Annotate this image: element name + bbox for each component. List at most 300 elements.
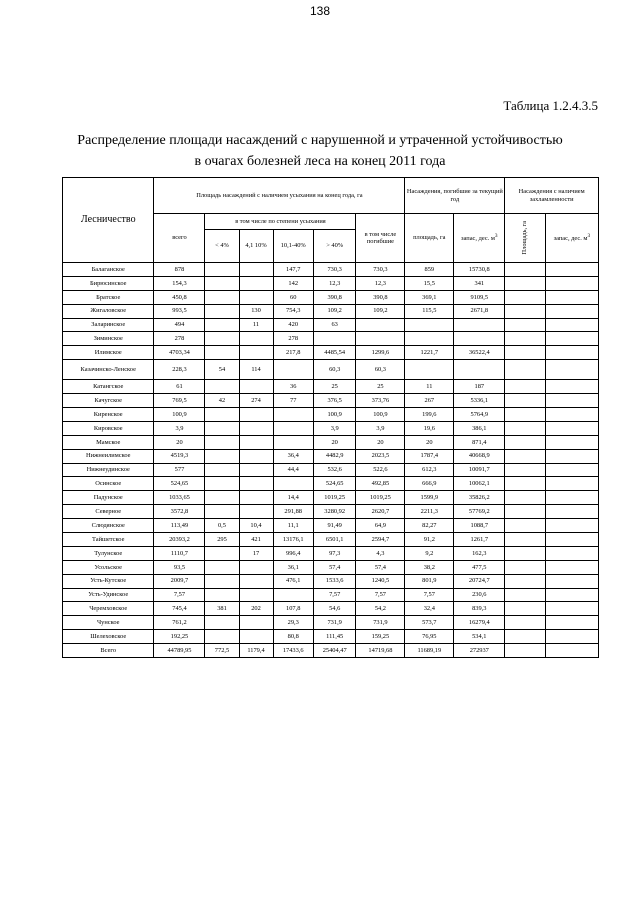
cell-c10: [545, 408, 598, 422]
cell-c5: 91,49: [313, 519, 356, 533]
cell-c2: [205, 380, 239, 394]
cell-c10: [545, 602, 598, 616]
cell-c8: [454, 360, 505, 380]
cell-c8: 477,5: [454, 560, 505, 574]
cell-c7: 7,57: [405, 588, 454, 602]
table-header: [63, 178, 599, 263]
cell-c6: 64,9: [356, 519, 405, 533]
cell-forestry-name: Черемховское: [63, 602, 154, 616]
cell-c10: [545, 421, 598, 435]
cell-c10: [545, 477, 598, 491]
cell-c2: [205, 491, 239, 505]
cell-c3: [239, 574, 273, 588]
cell-c4: 754,3: [273, 304, 313, 318]
cell-c2: 772,5: [205, 644, 239, 658]
title-line-1: Распределение площади насаждений с нарушенной и утраченной устойчивостью: [77, 133, 563, 148]
cell-c8: 5764,9: [454, 408, 505, 422]
cell-c10: [545, 332, 598, 346]
cell-c7: 91,2: [405, 533, 454, 547]
table-row: [63, 491, 599, 505]
cell-c5: 730,3: [313, 263, 356, 277]
cell-c3: 114: [239, 360, 273, 380]
cell-c3: [239, 380, 273, 394]
table-row: [63, 602, 599, 616]
cell-c7: 76,95: [405, 630, 454, 644]
cell-c7: 19,6: [405, 421, 454, 435]
cell-c2: [205, 588, 239, 602]
table-row: [63, 533, 599, 547]
table-row: [63, 290, 599, 304]
cell-c3: [239, 491, 273, 505]
cell-c3: [239, 276, 273, 290]
cell-c5: 57,4: [313, 560, 356, 574]
cell-c9: [505, 263, 545, 277]
cell-c2: 0,5: [205, 519, 239, 533]
cell-c5: 376,5: [313, 394, 356, 408]
cell-c1: 154,3: [154, 276, 205, 290]
cell-c1: 2009,7: [154, 574, 205, 588]
table-row: [63, 304, 599, 318]
table-row: [63, 276, 599, 290]
cell-c6: 522,6: [356, 463, 405, 477]
cell-c6: 60,3: [356, 360, 405, 380]
cell-c2: [205, 505, 239, 519]
cell-c5: 25: [313, 380, 356, 394]
cell-forestry-name: Братское: [63, 290, 154, 304]
cell-c1: 228,3: [154, 360, 205, 380]
cell-c7: 267: [405, 394, 454, 408]
cell-c10: [545, 304, 598, 318]
cell-c6: 2594,7: [356, 533, 405, 547]
cell-c7: 1599,9: [405, 491, 454, 505]
cell-c4: 476,1: [273, 574, 313, 588]
header-group-drying: Площадь насаждений с наличием усыхания на конец года, га: [154, 178, 405, 214]
cell-c2: [205, 346, 239, 360]
cell-c7: 82,27: [405, 519, 454, 533]
cell-forestry-name: Балаганское: [63, 263, 154, 277]
cell-c10: [545, 644, 598, 658]
cell-c7: 11689,19: [405, 644, 454, 658]
table-row: [63, 421, 599, 435]
cell-c8: 839,3: [454, 602, 505, 616]
cell-c9: [505, 519, 545, 533]
cell-forestry-name: Казачинско-Ленское: [63, 360, 154, 380]
cell-c1: 878: [154, 263, 205, 277]
table-title: [0, 130, 640, 172]
header-deg-3: 10,1-40%: [273, 230, 313, 263]
cell-c1: 761,2: [154, 616, 205, 630]
cell-c7: 612,3: [405, 463, 454, 477]
cell-c5: 25404,47: [313, 644, 356, 658]
cell-c2: [205, 332, 239, 346]
cell-c4: [273, 435, 313, 449]
cell-c7: 801,9: [405, 574, 454, 588]
cell-c9: [505, 276, 545, 290]
cell-c1: 100,9: [154, 408, 205, 422]
cell-c1: 450,8: [154, 290, 205, 304]
cell-c4: 14,4: [273, 491, 313, 505]
cell-c9: [505, 304, 545, 318]
cell-c6: 109,2: [356, 304, 405, 318]
cell-c7: 2211,3: [405, 505, 454, 519]
cell-c10: [545, 546, 598, 560]
cell-c2: [205, 435, 239, 449]
cell-c5: 3280,92: [313, 505, 356, 519]
cell-c10: [545, 533, 598, 547]
table-row: [63, 546, 599, 560]
cell-c4: 420: [273, 318, 313, 332]
cell-forestry-name: Шелеховское: [63, 630, 154, 644]
cell-c5: 6501,1: [313, 533, 356, 547]
forest-disease-table: [62, 177, 599, 658]
header-dead-area: площадь, га: [405, 214, 454, 263]
cell-c1: 20393,2: [154, 533, 205, 547]
cell-c10: [545, 346, 598, 360]
cell-c1: 113,49: [154, 519, 205, 533]
cell-c1: 61: [154, 380, 205, 394]
table-row: [63, 346, 599, 360]
cell-c8: 272937: [454, 644, 505, 658]
cell-c6: 390,8: [356, 290, 405, 304]
cell-c3: 17: [239, 546, 273, 560]
cell-c4: 217,8: [273, 346, 313, 360]
cell-forestry-name: Осинское: [63, 477, 154, 491]
cell-c8: 386,1: [454, 421, 505, 435]
cell-c1: 524,65: [154, 477, 205, 491]
cell-c3: [239, 616, 273, 630]
cell-c2: [205, 477, 239, 491]
cell-c3: [239, 560, 273, 574]
cell-c4: 13176,1: [273, 533, 313, 547]
header-deg-1: < 4%: [205, 230, 239, 263]
cell-c4: 17433,6: [273, 644, 313, 658]
cell-c10: [545, 318, 598, 332]
cell-c5: 100,9: [313, 408, 356, 422]
cell-c7: 38,2: [405, 560, 454, 574]
cell-c2: 295: [205, 533, 239, 547]
cell-forestry-name: Бирюсинское: [63, 276, 154, 290]
cell-c2: [205, 574, 239, 588]
cell-c6: 14719,68: [356, 644, 405, 658]
cell-c9: [505, 463, 545, 477]
cell-c8: 341: [454, 276, 505, 290]
cell-c9: [505, 421, 545, 435]
cell-c3: 274: [239, 394, 273, 408]
cell-c5: 12,3: [313, 276, 356, 290]
cell-c9: [505, 408, 545, 422]
cell-forestry-name: Усть-Кутское: [63, 574, 154, 588]
cell-c2: 54: [205, 360, 239, 380]
cell-c1: 44789,95: [154, 644, 205, 658]
cell-forestry-name: Падунское: [63, 491, 154, 505]
cell-c2: [205, 630, 239, 644]
table-row: [63, 616, 599, 630]
cell-c1: 4519,3: [154, 449, 205, 463]
cell-c1: 3,9: [154, 421, 205, 435]
cell-c7: [405, 332, 454, 346]
cell-c4: 278: [273, 332, 313, 346]
cell-c5: 390,8: [313, 290, 356, 304]
cell-c10: [545, 394, 598, 408]
cell-c9: [505, 602, 545, 616]
table-row: [63, 574, 599, 588]
cell-c5: 97,3: [313, 546, 356, 560]
cell-c10: [545, 519, 598, 533]
cell-c8: 187: [454, 380, 505, 394]
cell-c6: 731,9: [356, 616, 405, 630]
table-row: [63, 394, 599, 408]
cell-c6: 3,9: [356, 421, 405, 435]
cell-c6: 1240,5: [356, 574, 405, 588]
cell-c8: 20724,7: [454, 574, 505, 588]
cell-c5: 1533,6: [313, 574, 356, 588]
cell-c7: 1221,7: [405, 346, 454, 360]
cell-c3: [239, 346, 273, 360]
cell-c8: [454, 318, 505, 332]
cell-c2: [205, 449, 239, 463]
header-deg-4: > 40%: [313, 230, 356, 263]
cell-c3: 421: [239, 533, 273, 547]
cell-forestry-name: Нижнеилимское: [63, 449, 154, 463]
cell-c9: [505, 449, 545, 463]
cell-c9: [505, 630, 545, 644]
cell-c6: 20: [356, 435, 405, 449]
cell-forestry-name: Зиминское: [63, 332, 154, 346]
cell-c9: [505, 616, 545, 630]
cell-c9: [505, 380, 545, 394]
table-row: [63, 318, 599, 332]
cell-c2: [205, 616, 239, 630]
cell-c3: [239, 463, 273, 477]
cell-c5: 54,6: [313, 602, 356, 616]
cell-c4: 36,1: [273, 560, 313, 574]
cell-c1: 769,5: [154, 394, 205, 408]
cell-c1: 745,4: [154, 602, 205, 616]
cell-c4: 36,4: [273, 449, 313, 463]
cell-c2: [205, 263, 239, 277]
cell-c5: 4485,54: [313, 346, 356, 360]
cell-c4: 11,1: [273, 519, 313, 533]
cell-c6: [356, 332, 405, 346]
cell-c5: 7,57: [313, 588, 356, 602]
cell-c2: [205, 276, 239, 290]
table-row: [63, 477, 599, 491]
cell-c5: 3,9: [313, 421, 356, 435]
cell-c2: [205, 408, 239, 422]
cell-c9: [505, 318, 545, 332]
cell-c1: 1033,65: [154, 491, 205, 505]
cell-c7: 199,6: [405, 408, 454, 422]
cell-c5: 60,3: [313, 360, 356, 380]
table-row: [63, 463, 599, 477]
cell-c9: [505, 360, 545, 380]
table-label: Таблица 1.2.4.3.5: [503, 98, 598, 113]
cell-c7: [405, 360, 454, 380]
cell-c4: 996,4: [273, 546, 313, 560]
table-row: [63, 435, 599, 449]
cell-c8: [454, 332, 505, 346]
cell-c8: 15730,8: [454, 263, 505, 277]
cell-c3: 10,4: [239, 519, 273, 533]
cell-c3: 130: [239, 304, 273, 318]
cell-c8: 10062,1: [454, 477, 505, 491]
cell-c8: 36522,4: [454, 346, 505, 360]
cell-c3: [239, 435, 273, 449]
cell-forestry-name: Тайшетское: [63, 533, 154, 547]
header-incl-dead: в том числе погибшие: [356, 214, 405, 263]
cell-c6: 373,76: [356, 394, 405, 408]
cell-c10: [545, 435, 598, 449]
table-body: [63, 263, 599, 658]
cell-c1: 4703,34: [154, 346, 205, 360]
cell-c4: [273, 477, 313, 491]
header-by-degree: в том числе по степени усыхания: [205, 214, 356, 230]
cell-c7: 1787,4: [405, 449, 454, 463]
cell-c10: [545, 505, 598, 519]
cell-c10: [545, 463, 598, 477]
cell-c1: 494: [154, 318, 205, 332]
cell-c9: [505, 560, 545, 574]
cell-c6: 1019,25: [356, 491, 405, 505]
cell-c3: [239, 290, 273, 304]
table-row: [63, 560, 599, 574]
table-row: [63, 408, 599, 422]
cell-c2: [205, 318, 239, 332]
cell-c4: 291,88: [273, 505, 313, 519]
cell-c4: 107,8: [273, 602, 313, 616]
cell-c9: [505, 346, 545, 360]
table-row: [63, 263, 599, 277]
cell-forestry-name: Качугское: [63, 394, 154, 408]
cell-c8: 16279,4: [454, 616, 505, 630]
cell-c3: [239, 588, 273, 602]
cell-c5: 63: [313, 318, 356, 332]
cell-c8: 10091,7: [454, 463, 505, 477]
cell-c7: 15,5: [405, 276, 454, 290]
header-total: всего: [154, 214, 205, 263]
cell-c7: 115,5: [405, 304, 454, 318]
cell-forestry-name: Чунское: [63, 616, 154, 630]
cell-c1: 278: [154, 332, 205, 346]
cell-forestry-name: Кировское: [63, 421, 154, 435]
cell-forestry-name: Нижнеудинское: [63, 463, 154, 477]
cell-c2: [205, 463, 239, 477]
cell-c9: [505, 533, 545, 547]
cell-c3: [239, 477, 273, 491]
cell-c10: [545, 263, 598, 277]
cell-c10: [545, 616, 598, 630]
cell-c8: 162,3: [454, 546, 505, 560]
page-number: 138: [309, 4, 331, 18]
cell-c2: [205, 546, 239, 560]
cell-c3: 11: [239, 318, 273, 332]
cell-c10: [545, 380, 598, 394]
cell-c2: 381: [205, 602, 239, 616]
cell-c6: 2620,7: [356, 505, 405, 519]
cell-c6: 57,4: [356, 560, 405, 574]
cell-c6: 2023,5: [356, 449, 405, 463]
cell-forestry-name: Мамское: [63, 435, 154, 449]
cell-c9: [505, 290, 545, 304]
cell-c3: [239, 449, 273, 463]
cell-c5: 109,2: [313, 304, 356, 318]
cell-c3: [239, 408, 273, 422]
table-row: [63, 332, 599, 346]
cell-c3: [239, 421, 273, 435]
cell-c6: 54,2: [356, 602, 405, 616]
cell-c9: [505, 588, 545, 602]
table-row: [63, 630, 599, 644]
cell-c6: 159,25: [356, 630, 405, 644]
cell-forestry-name: Илимское: [63, 346, 154, 360]
cell-c7: 369,1: [405, 290, 454, 304]
cell-c10: [545, 491, 598, 505]
cell-c8: 57769,2: [454, 505, 505, 519]
cell-c6: 1299,6: [356, 346, 405, 360]
header-forestry: Лесничество: [63, 178, 154, 263]
table-row: [63, 449, 599, 463]
cell-c3: 1179,4: [239, 644, 273, 658]
cell-c4: 80,8: [273, 630, 313, 644]
cell-c8: 871,4: [454, 435, 505, 449]
cell-c1: 20: [154, 435, 205, 449]
cell-c9: [505, 394, 545, 408]
cell-c10: [545, 449, 598, 463]
cell-c8: 35826,2: [454, 491, 505, 505]
cell-c4: 29,3: [273, 616, 313, 630]
cell-forestry-name: Слюдянское: [63, 519, 154, 533]
table-row: [63, 360, 599, 380]
cell-c5: 532,6: [313, 463, 356, 477]
cell-c2: [205, 290, 239, 304]
title-line-2: в очагах болезней леса на конец 2011 года: [194, 154, 446, 169]
table-row: [63, 588, 599, 602]
cell-c5: [313, 332, 356, 346]
cell-c4: 77: [273, 394, 313, 408]
cell-c1: 993,5: [154, 304, 205, 318]
cell-c9: [505, 491, 545, 505]
cell-c8: 1088,7: [454, 519, 505, 533]
cell-c2: [205, 560, 239, 574]
cell-c8: 2671,8: [454, 304, 505, 318]
cell-c6: 4,3: [356, 546, 405, 560]
cell-c6: 25: [356, 380, 405, 394]
cell-c10: [545, 630, 598, 644]
cell-c7: 573,7: [405, 616, 454, 630]
cell-c1: 3572,8: [154, 505, 205, 519]
cell-c9: [505, 574, 545, 588]
cell-c10: [545, 276, 598, 290]
cell-c10: [545, 290, 598, 304]
cell-c10: [545, 560, 598, 574]
header-dead-stock: запас, дес. $м^3$: [454, 214, 505, 263]
cell-c7: 20: [405, 435, 454, 449]
cell-c1: 93,5: [154, 560, 205, 574]
cell-c4: 36: [273, 380, 313, 394]
cell-c1: 1110,7: [154, 546, 205, 560]
cell-c7: 859: [405, 263, 454, 277]
cell-c9: [505, 435, 545, 449]
cell-c2: [205, 421, 239, 435]
cell-c7: 11: [405, 380, 454, 394]
cell-c4: [273, 421, 313, 435]
cell-c4: 142: [273, 276, 313, 290]
cell-c6: 12,3: [356, 276, 405, 290]
cell-c5: 731,9: [313, 616, 356, 630]
cell-forestry-name: Киренское: [63, 408, 154, 422]
cell-c8: 9109,5: [454, 290, 505, 304]
cell-forestry-name: Усть-Удинское: [63, 588, 154, 602]
